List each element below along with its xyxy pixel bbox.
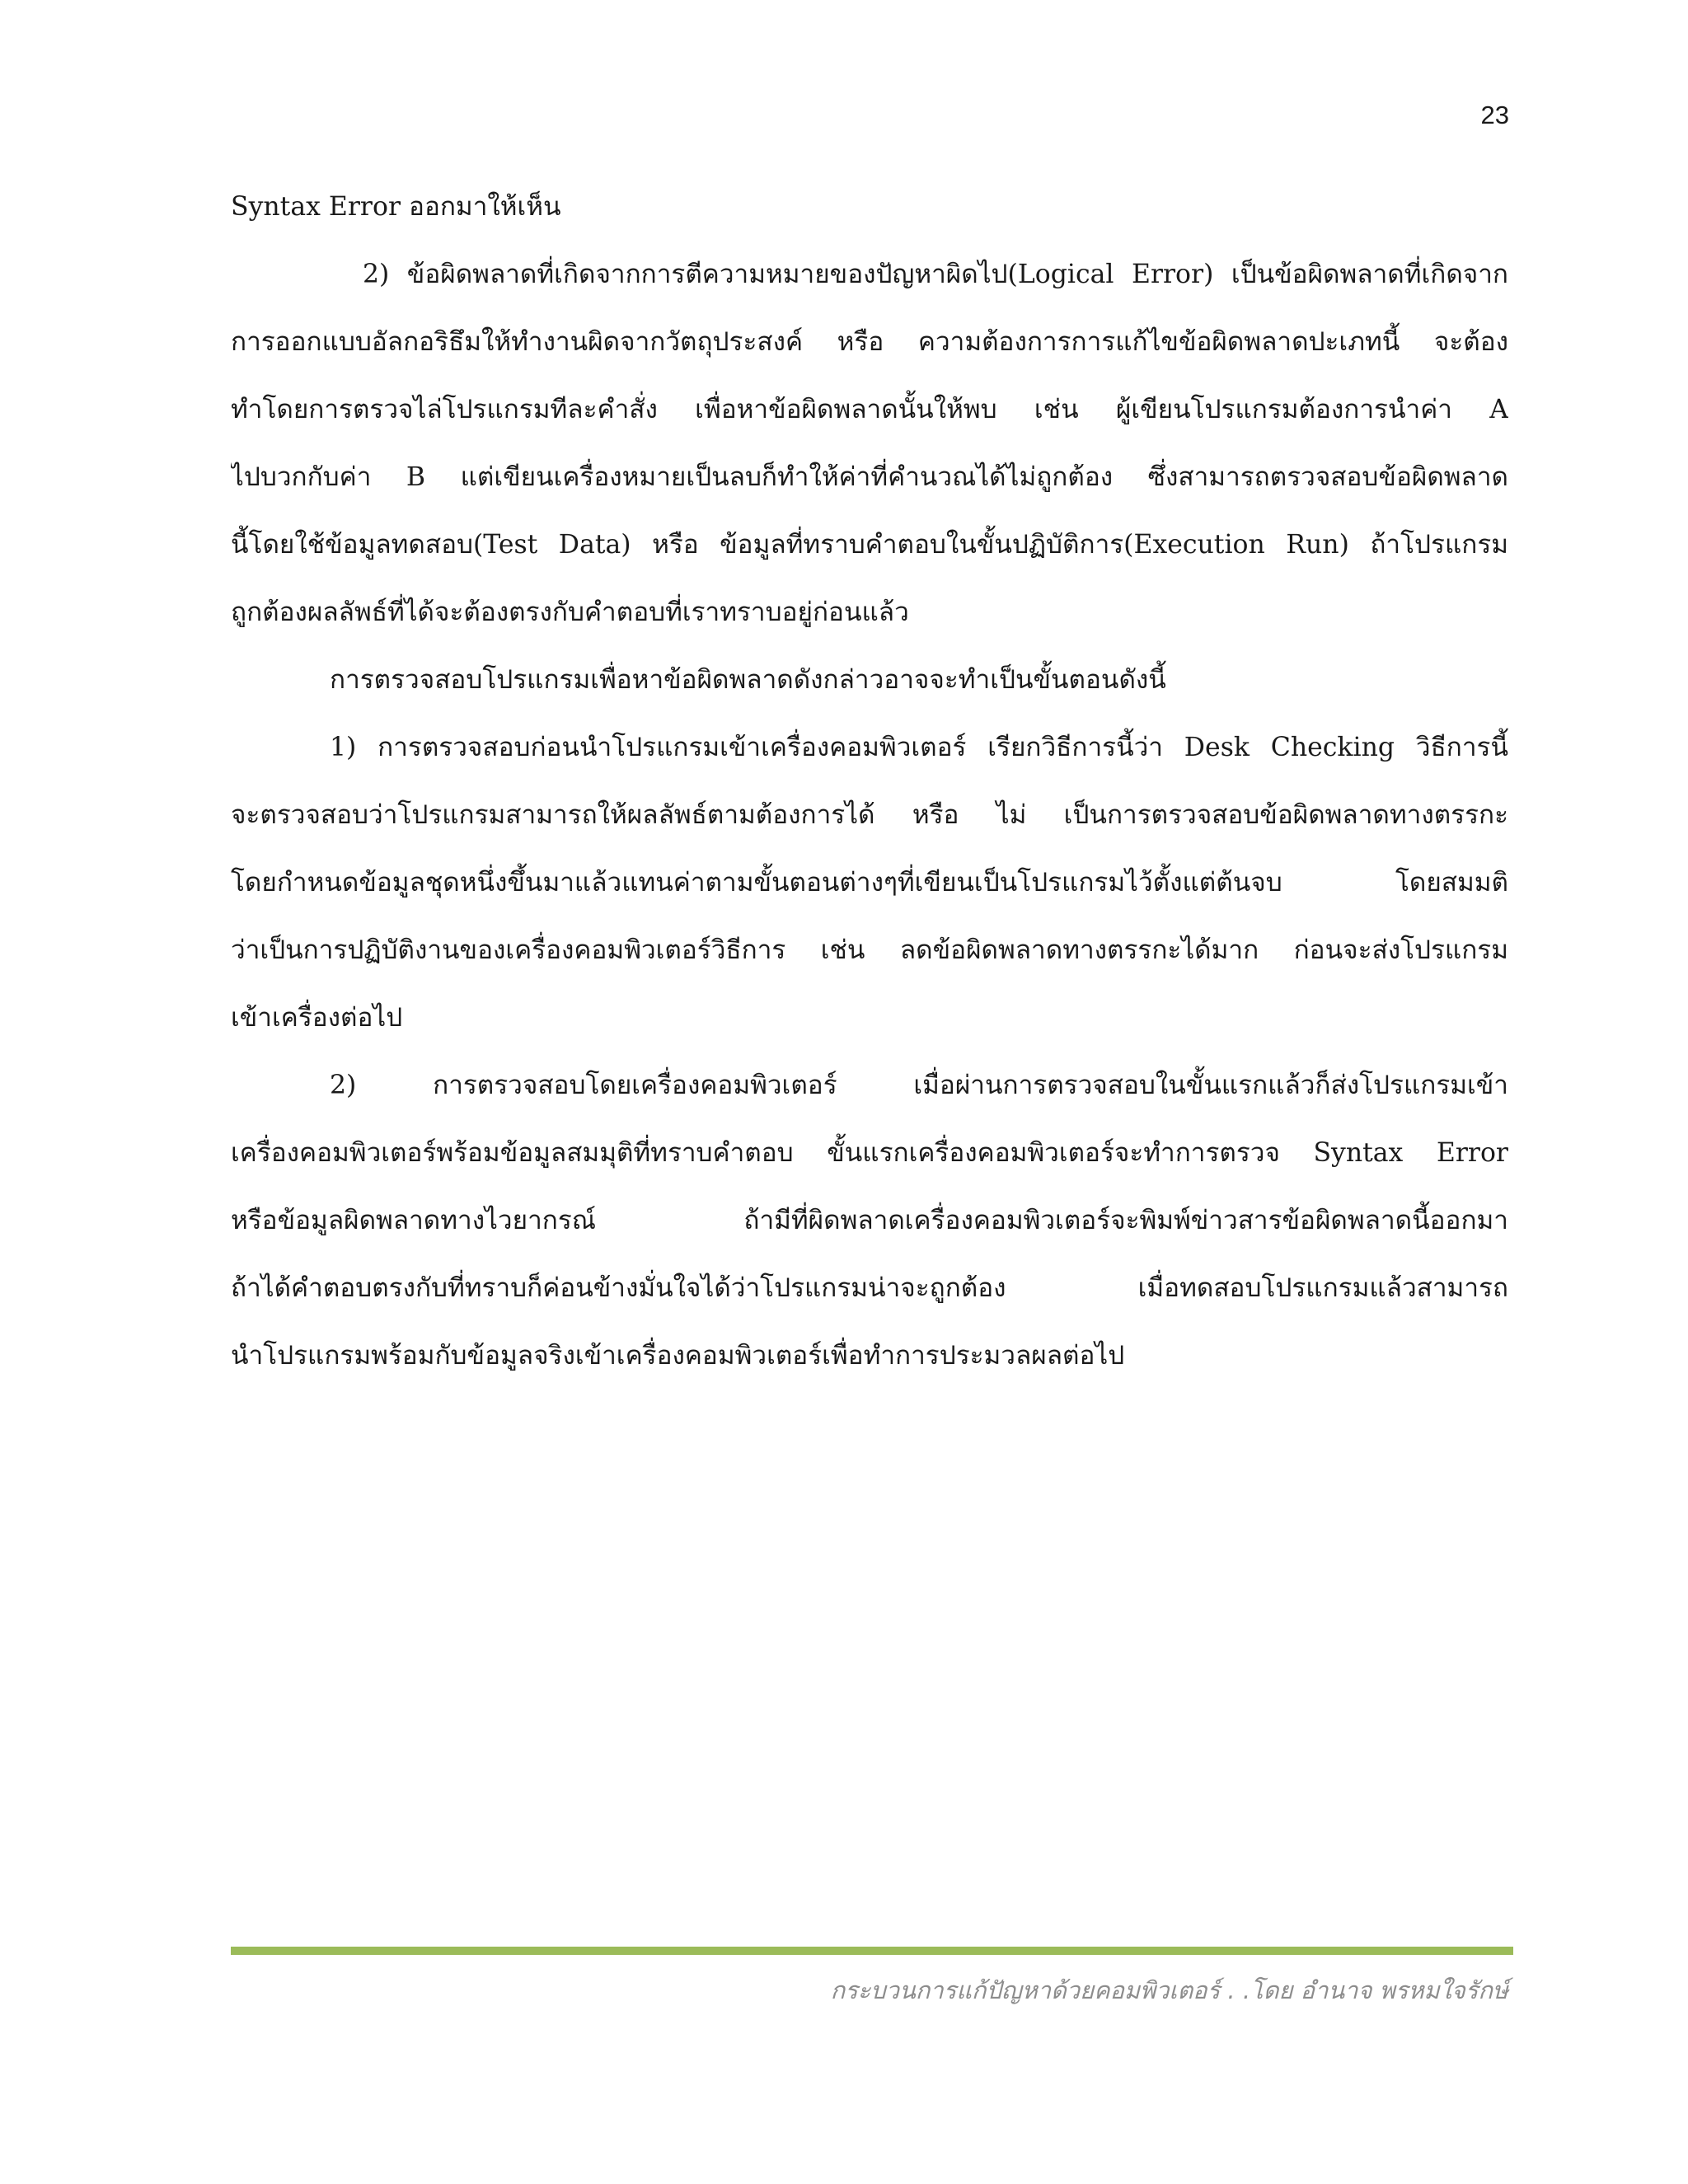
text-line: ไปบวกกับค่า B แต่เขียนเครื่องหมายเป็นลบก็ทำให้ค่าที่คำนวณได้ไม่ถูกต้อง ซึ่งสามารถตรวจสอบข้อผิดพลาด [231, 462, 1508, 492]
text-line: การออกแบบอัลกอริธึมให้ทำงานผิดจากวัตถุประสงค์ หรือ ความต้องการการแก้ไขข้อผิดพลาดปะเภทนี้ จะต้อง [231, 327, 1508, 357]
text-line: Syntax Error ออกมาให้เห็น [231, 192, 561, 222]
text-line: 1) การตรวจสอบก่อนนำโปรแกรมเข้าเครื่องคอมพิวเตอร์ เรียกวิธีการนี้ว่า Desk Checking วิธีการนี้ [330, 733, 1508, 762]
text-line: โดยกำหนดข้อมูลชุดหนึ่งขึ้นมาแล้วแทนค่าตามขั้นตอนต่างๆที่เขียนเป็นโปรแกรมไว้ตั้งแต่ต้นจบ โดยสมมติ [231, 868, 1508, 898]
text-line: ถูกต้องผลลัพธ์ที่ได้จะต้องตรงกับคำตอบที่เราทราบอยู่ก่อนแล้ว [231, 598, 909, 627]
page-number: 23 [1480, 101, 1509, 129]
footer-text: กระบวนการแก้ปัญหาด้วยคอมพิวเตอร์ . .โดย อำนาจ พรหมใจรักษ์ [830, 1976, 1508, 2004]
paragraph-checking-intro [231, 646, 1508, 714]
text-line: เข้าเครื่องต่อไป [231, 1003, 403, 1033]
paragraph-computer-checking [231, 1052, 1508, 1390]
text-line: 2) ข้อผิดพลาดที่เกิดจากการตีความหมายของปัญหาผิดไป(Logical Error) เป็นข้อผิดพลาดที่เกิดจาก [363, 260, 1508, 289]
text-line: ถ้าได้คำตอบตรงกับที่ทราบก็ค่อนข้างมั่นใจได้ว่าโปรแกรมน่าจะถูกต้อง เมื่อทดสอบโปรแกรมแล้วสามารถ [231, 1273, 1508, 1303]
text-line: นี้โดยใช้ข้อมูลทดสอบ(Test Data) หรือ ข้อมูลที่ทราบคำตอบในขั้นปฏิบัติการ(Execution Run) ถ้าโปรแกรม [231, 530, 1508, 560]
body-text [231, 173, 1508, 1390]
text-line: นำโปรแกรมพร้อมกับข้อมูลจริงเข้าเครื่องคอมพิวเตอร์เพื่อทำการประมวลผลต่อไป [231, 1341, 1125, 1371]
text-line: เครื่องคอมพิวเตอร์พร้อมข้อมูลสมมุติที่ทราบคำตอบ ขั้นแรกเครื่องคอมพิวเตอร์จะทำการตรวจ Syntax Error [231, 1138, 1508, 1168]
text-line: 2) การตรวจสอบโดยเครื่องคอมพิวเตอร์ เมื่อผ่านการตรวจสอบในขั้นแรกแล้วก็ส่งโปรแกรมเข้า [330, 1071, 1508, 1100]
text-line: การตรวจสอบโปรแกรมเพื่อหาข้อผิดพลาดดังกล่าวอาจจะทำเป็นขั้นตอนดังนี้ [330, 665, 1166, 695]
paragraph-logical-error [231, 241, 1508, 646]
footer-divider [231, 1947, 1513, 1955]
text-line: ทำโดยการตรวจไล่โปรแกรมทีละคำสั่ง เพื่อหาข้อผิดพลาดนั้นให้พบ เช่น ผู้เขียนโปรแกรมต้องการนำค่า A [231, 395, 1508, 424]
text-line: หรือข้อมูลผิดพลาดทางไวยากรณ์ ถ้ามีที่ผิดพลาดเครื่องคอมพิวเตอร์จะพิมพ์ข่าวสารข้อผิดพลาดนี้ออกมา [231, 1206, 1508, 1235]
paragraph-continuation [231, 173, 1508, 241]
text-line: ว่าเป็นการปฏิบัติงานของเครื่องคอมพิวเตอร์วิธีการ เช่น ลดข้อผิดพลาดทางตรรกะได้มาก ก่อนจะส่งโปรแกรม [231, 935, 1508, 965]
text-line: จะตรวจสอบว่าโปรแกรมสามารถให้ผลลัพธ์ตามต้องการได้ หรือ ไม่ เป็นการตรวจสอบข้อผิดพลาดทางตรรกะ [231, 800, 1508, 830]
paragraph-desk-checking [231, 714, 1508, 1052]
